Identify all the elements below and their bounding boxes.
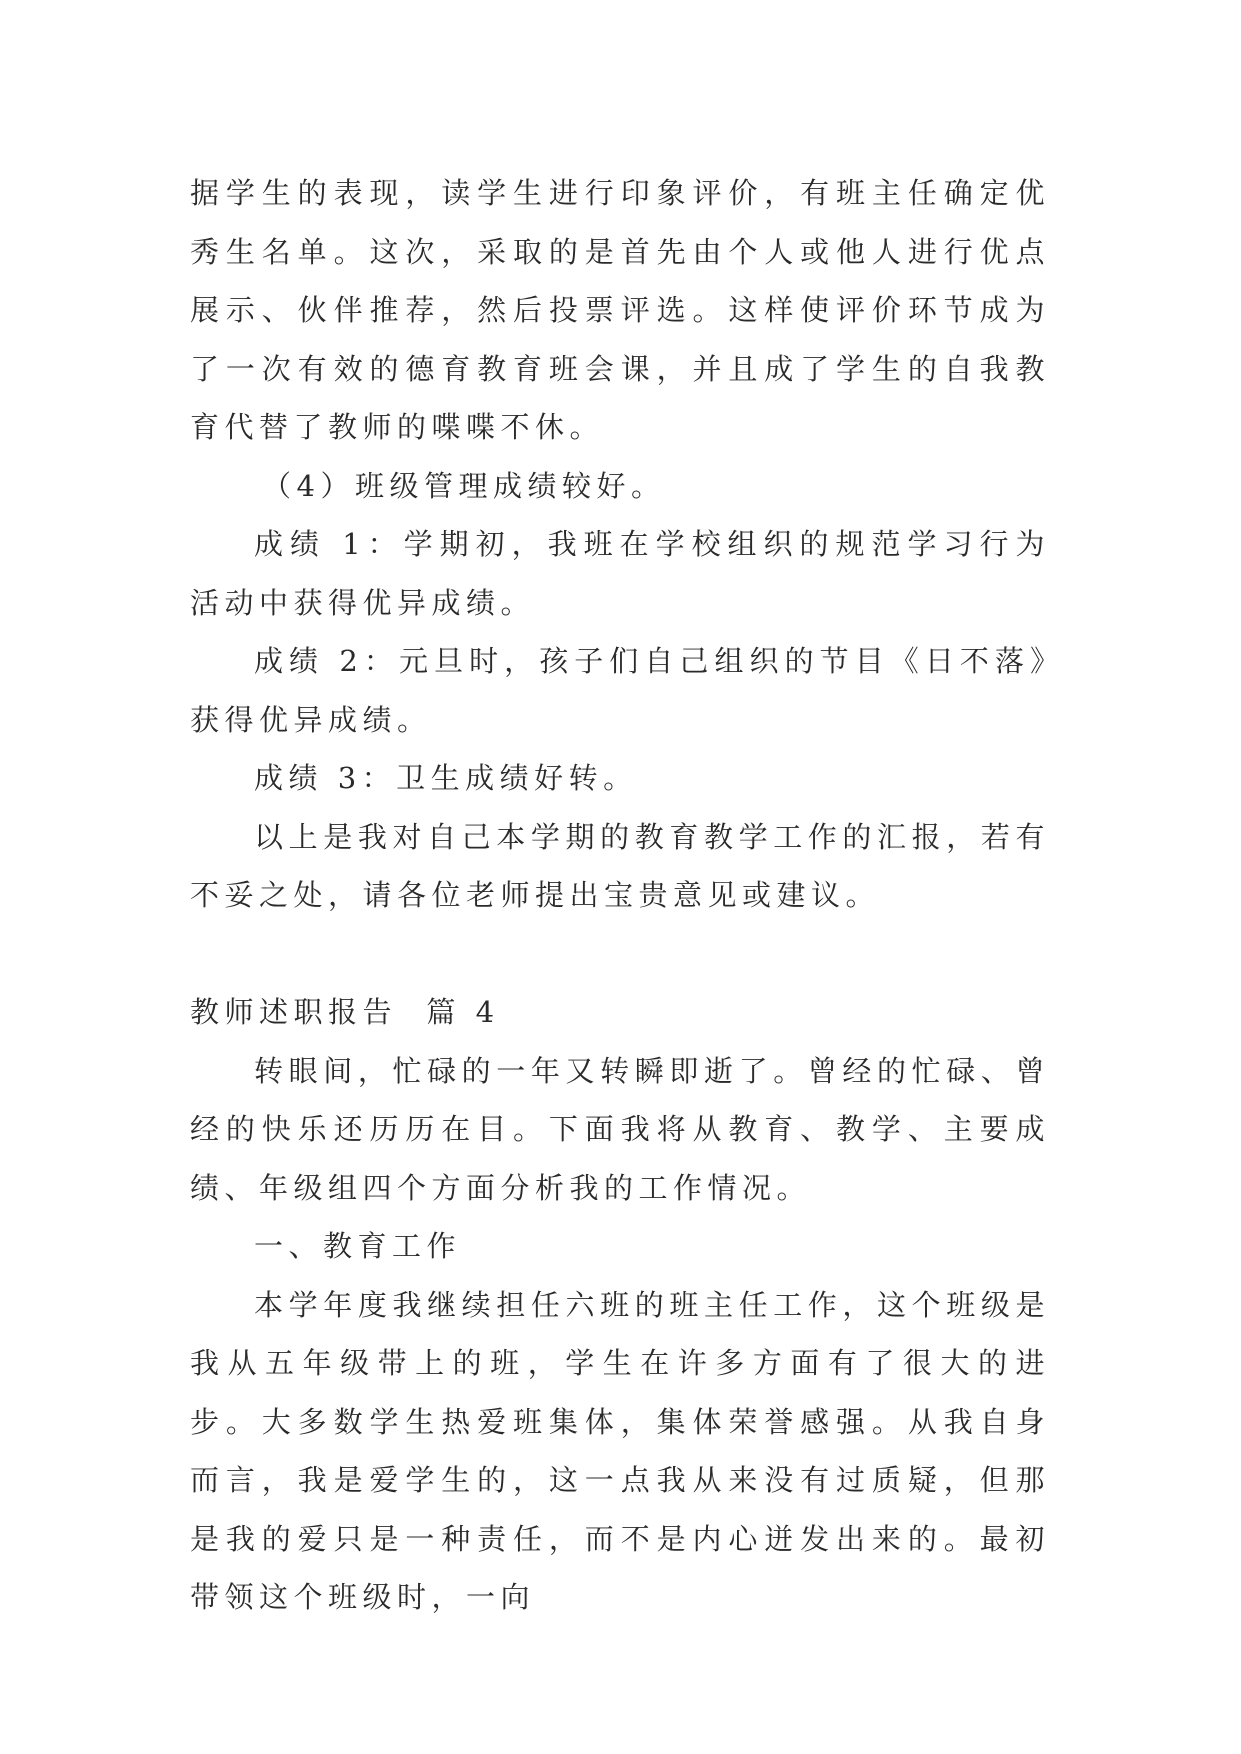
document-body	[190, 164, 1050, 1627]
section-heading: 教师述职报告 篇 4	[190, 995, 500, 1029]
paragraph-education-work-body: 本学年度我继续担任六班的班主任工作，这个班级是我从五年级带上的班，学生在许多方面有了很大的进步。大多数学生热爱班集体，集体荣誉感强。从我自身而言，我是爱学生的，这一点我从来没有过质疑，但那是我的爱只是一种责任，而不是内心迸发出来的。最初带领这个班级时，一向	[190, 1287, 1050, 1614]
paragraph-evaluation-continued: 据学生的表现，读学生进行印象评价，有班主任确定优秀生名单。这次，采取的是首先由个人或他人进行优点展示、伙伴推荐，然后投票评选。这样使评价环节成为了一次有效的德育教育班会课，并且成了学生的自我教育代替了教师的喋喋不休。	[190, 176, 1050, 444]
paragraph-section-intro: 转眼间，忙碌的一年又转瞬即逝了。曾经的忙碌、曾经的快乐还历历在目。下面我将从教育、教学、主要成绩、年级组四个方面分析我的工作情况。	[190, 1053, 1050, 1205]
paragraph-achievement-1: 成绩 1：学期初，我班在学校组织的规范学习行为活动中获得优异成绩。	[190, 527, 1050, 620]
paragraph-class-management: （4）班级管理成绩较好。	[262, 468, 666, 503]
paragraph-education-work-heading: 一、教育工作	[254, 1229, 462, 1263]
paragraph-achievement-3: 成绩 3：卫生成绩好转。	[254, 761, 638, 795]
paragraph-achievement-2: 成绩 2：元旦时，孩子们自己组织的节目《日不落》获得优异成绩。	[190, 644, 1050, 737]
paragraph-closing-remarks: 以上是我对自己本学期的教育教学工作的汇报，若有不妥之处，请各位老师提出宝贵意见或建议。	[190, 819, 1050, 912]
